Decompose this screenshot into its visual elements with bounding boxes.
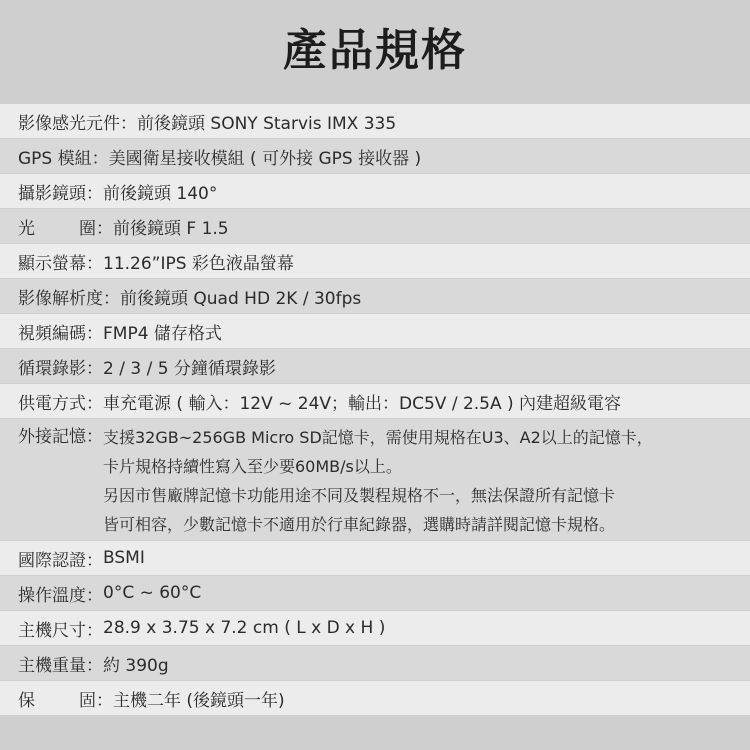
spec-value: 28.9 x 3.75 x 7.2 cm ( L x D x H ) [103, 618, 386, 638]
spec-colon: ： [86, 358, 103, 379]
spec-label: 主機重量 [18, 655, 86, 676]
spec-row-loop-recording [0, 349, 750, 383]
spec-value: 前後鏡頭 Quad HD 2K / 30fps [120, 288, 362, 309]
spec-label-char: 固 [79, 690, 96, 711]
spec-label: GPS 模組 [18, 148, 92, 169]
page-title: 產品規格 [283, 25, 467, 76]
spec-colon: ： [86, 183, 103, 204]
spec-colon: ： [86, 393, 103, 414]
spec-value: 2 / 3 / 5 分鐘循環錄影 [103, 358, 276, 379]
spec-colon: ： [86, 585, 103, 606]
spec-value-line: 皆可相容，少數記憶卡不適用於行車紀錄器，選購時請詳閱記憶卡規格。 [103, 515, 616, 534]
spec-label: 影像感光元件 [18, 113, 120, 134]
spec-label: 視頻編碼 [18, 323, 86, 344]
spec-value: 車充電源 ( 輸入：12V ~ 24V；輸出：DC5V / 2.5A ) 內建超級電容 [103, 393, 622, 414]
spec-value: 主機二年 (後鏡頭一年) [113, 690, 285, 711]
spec-label: 顯示螢幕 [18, 253, 86, 274]
spec-colon: ： [103, 288, 120, 309]
spec-label: 供電方式 [18, 393, 86, 414]
spec-colon: ： [86, 427, 103, 447]
spec-value: 前後鏡頭 140° [103, 183, 218, 204]
spec-value-lines [103, 423, 653, 539]
spec-colon: ： [96, 690, 113, 711]
spec-value: FMP4 儲存格式 [103, 323, 222, 344]
spec-row-storage [0, 419, 750, 540]
spec-label: 攝影鏡頭 [18, 183, 86, 204]
spec-value: 前後鏡頭 SONY Starvis IMX 335 [137, 113, 397, 134]
spec-label: 主機尺寸 [18, 620, 86, 641]
spec-row-certification [0, 541, 750, 575]
spec-colon: ： [86, 323, 103, 344]
spec-label: 國際認證 [18, 550, 86, 571]
spec-row-resolution [0, 279, 750, 313]
spec-row-aperture [0, 209, 750, 243]
spec-label: 外接記憶 [18, 427, 86, 447]
spec-label-char: 保 [18, 690, 35, 711]
spec-value: 11.26”IPS 彩色液晶螢幕 [103, 253, 294, 274]
spec-colon: ： [86, 655, 103, 676]
spec-label: 循環錄影 [18, 358, 86, 379]
spec-row-codec [0, 314, 750, 348]
spec-colon: ： [86, 620, 103, 641]
spec-colon: ： [91, 148, 109, 169]
spec-value-line: 支援32GB~256GB Micro SD記憶卡，需使用規格在U3、A2以上的記憶卡， [103, 428, 653, 447]
spec-colon: ： [86, 550, 103, 571]
spec-row-operating-temp [0, 576, 750, 610]
spec-row-display [0, 244, 750, 278]
spec-row-dimensions [0, 611, 750, 645]
spec-value: 約 390g [103, 655, 169, 676]
spec-value: 前後鏡頭 F 1.5 [113, 218, 229, 239]
spec-value-line: 卡片規格持續性寫入至少要60MB/s以上。 [103, 457, 402, 476]
spec-colon: ： [96, 218, 113, 239]
spec-label [0, 214, 96, 239]
spec-table [0, 104, 750, 716]
spec-colon: ： [120, 113, 137, 134]
spec-value: 美國衛星接收模組 ( 可外接 GPS 接收器 ) [108, 148, 422, 169]
spec-label: 操作溫度 [18, 585, 86, 606]
spec-row-weight [0, 646, 750, 680]
spec-value: BSMI [103, 548, 145, 568]
spec-label-char: 光 [18, 218, 35, 239]
spec-colon: ： [86, 253, 103, 274]
spec-value-line: 另因市售廠牌記憶卡功能用途不同及製程規格不一，無法保證所有記憶卡 [103, 486, 616, 505]
spec-row-power [0, 384, 750, 418]
spec-row-warranty [0, 681, 750, 715]
spec-row-sensor [0, 104, 750, 138]
spec-value: 0°C ~ 60°C [103, 583, 202, 603]
spec-label [0, 686, 96, 711]
spec-row-lens [0, 174, 750, 208]
spec-label: 影像解析度 [18, 288, 103, 309]
spec-label-char: 圈 [79, 218, 96, 239]
spec-row-gps [0, 139, 750, 173]
